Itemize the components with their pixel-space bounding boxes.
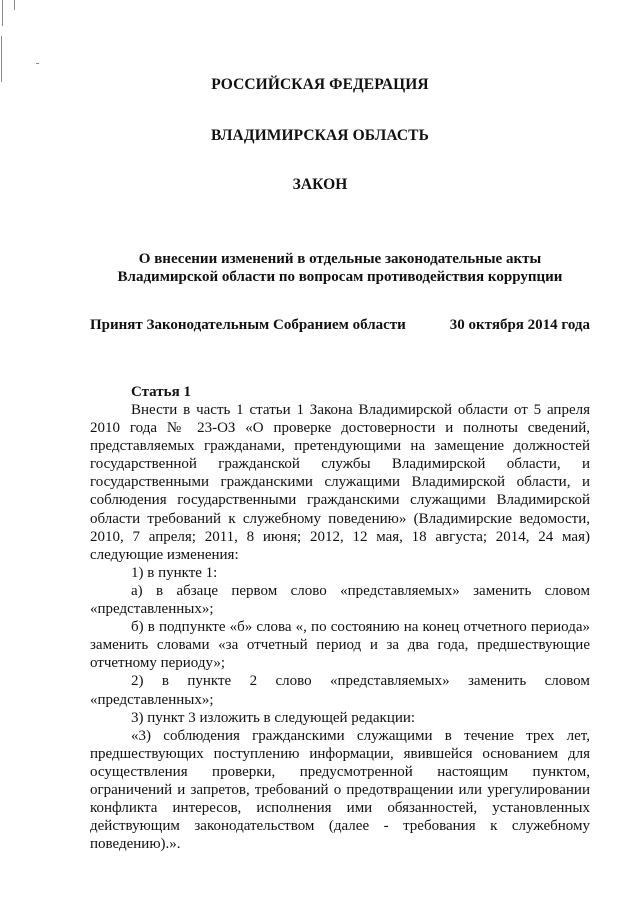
- item-2: [90, 672, 590, 708]
- heading-federation: РОССИЙСКАЯ ФЕДЕРАЦИЯ: [211, 76, 429, 93]
- scan-mark: [36, 63, 39, 64]
- law-subject: [90, 250, 590, 286]
- item-2-word: слово: [275, 673, 312, 690]
- item-2-word: словом: [544, 673, 590, 690]
- adoption-date: 30 октября 2014 года: [449, 317, 590, 333]
- scan-mark: [2, 0, 3, 26]
- item-2-first-line: [90, 672, 590, 690]
- adoption-line: [90, 317, 590, 334]
- item-1a: а) в абзаце первом слово «представляемых» заменить словом «представленных»;: [90, 582, 590, 618]
- item-1: 1) в пункте 1:: [131, 564, 218, 581]
- item-3-text: «3) соблюдения гражданскими служащими в течение трех лет, предшествующих поступлению информации, явившейся основанием для осуществления проверки, предусмотренной настоящим пунктом, ограничений и запретов, требований о предотвращении или урегулировании конфликта интересов, исполнения ими обязанностей, установленных действующим законодательством (далее - требования к служебному поведению).».: [90, 727, 590, 853]
- subject-line-2: Владимирской области по вопросам противодействия коррупции: [117, 269, 563, 285]
- item-3: 3) пункт 3 изложить в следующей редакции:: [131, 709, 416, 726]
- item-2-last-line: «представленных»;: [90, 691, 214, 708]
- item-2-word: «представляемых»: [329, 673, 450, 690]
- item-2-word: 2): [131, 673, 144, 690]
- adopted-by: Принят Законодательным Собранием области: [90, 317, 406, 333]
- article-title: Статья 1: [131, 384, 191, 400]
- item-2-word: пункте: [187, 673, 232, 690]
- article-intro: Внести в часть 1 статьи 1 Закона Владимирской области от 5 апреля 2010 года № 23-ОЗ «О проверке достоверности и полноты сведений, представляемых гражданами, претендующими на замещение должностей государственной гражданской службы Владимирской области, и государственными гражданскими служащими Владимирской области, и соблюдения государственными гражданскими служащими Владимирской области требований к служебному поведению» (Владимирские ведомости, 2010, 7 апреля; 2011, 8 июня; 2012, 12 мая, 18 августа; 2014, 24 мая) следующие изменения:: [90, 402, 590, 563]
- item-2-word: заменить: [468, 673, 527, 690]
- article-body: [90, 401, 590, 853]
- heading-region: ВЛАДИМИРСКАЯ ОБЛАСТЬ: [211, 127, 429, 144]
- item-1b: б) в подпункте «б» слова «, по состоянию на конец отчетного периода» заменить словами «за отчетный период и за два года, предшествующие отчетному периоду»;: [90, 619, 590, 672]
- item-2-word: в: [161, 673, 169, 690]
- subject-line-1: О внесении изменений в отдельные законодательные акты: [138, 251, 542, 267]
- scan-mark: [14, 0, 15, 10]
- heading-doc-type: ЗАКОН: [292, 176, 348, 193]
- item-2-word: 2: [249, 673, 258, 690]
